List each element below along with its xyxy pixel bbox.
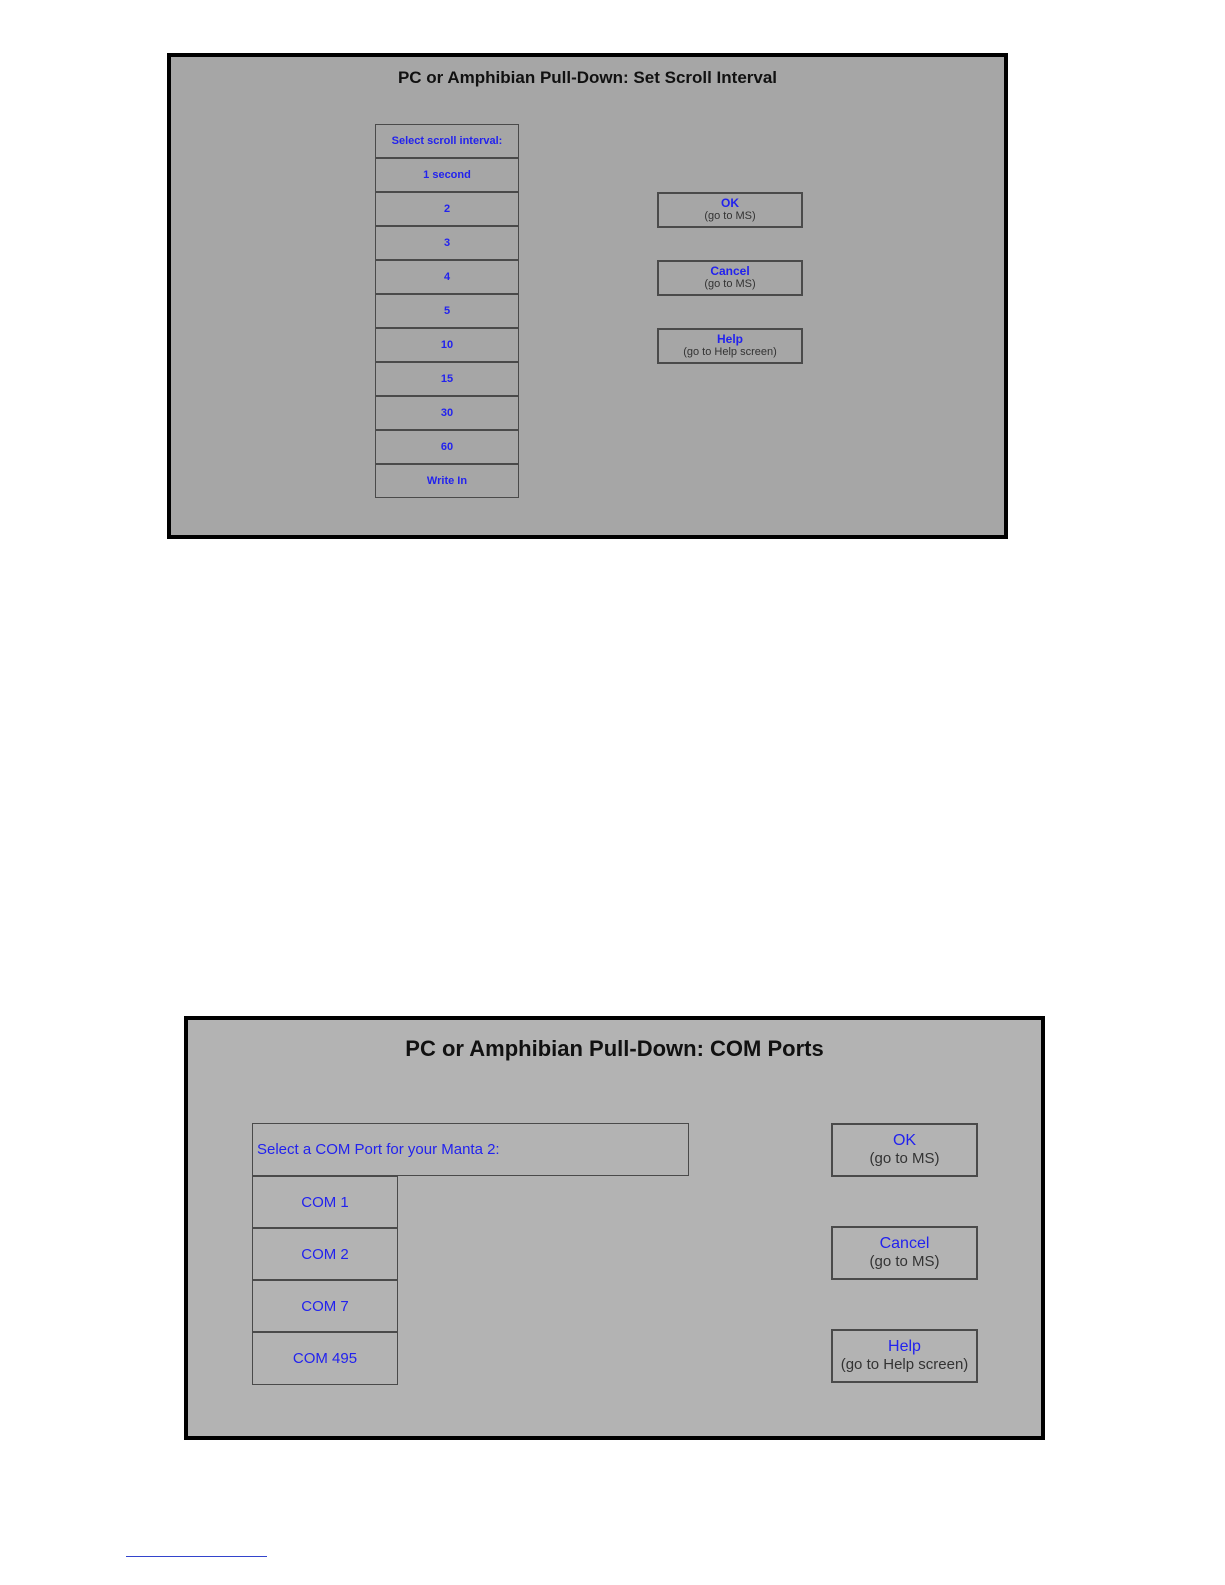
ok-button-sublabel: (go to MS) — [704, 209, 756, 222]
scroll-option-60[interactable]: 60 — [375, 430, 519, 464]
com-port-option-com-2[interactable]: COM 2 — [252, 1228, 398, 1280]
com-ports-dialog — [184, 1016, 1045, 1440]
scroll-option-4[interactable]: 4 — [375, 260, 519, 294]
scroll-option-15[interactable]: 15 — [375, 362, 519, 396]
cancel-button-label: Cancel — [879, 1234, 930, 1252]
help-button[interactable] — [657, 328, 803, 364]
scroll-option-30[interactable]: 30 — [375, 396, 519, 430]
ok-button-label: OK — [892, 1131, 917, 1149]
cancel-button[interactable] — [657, 260, 803, 296]
help-button-label: Help — [716, 332, 743, 347]
ok-button[interactable] — [657, 192, 803, 228]
footnote-separator — [126, 1556, 267, 1557]
ok-button-label: OK — [721, 196, 739, 211]
scroll-option-2[interactable]: 2 — [375, 192, 519, 226]
scroll-option-1-second[interactable]: 1 second — [375, 158, 519, 192]
scroll-option-10[interactable]: 10 — [375, 328, 519, 362]
com-port-list-header: Select a COM Port for your Manta 2: — [252, 1123, 689, 1176]
cancel-button[interactable] — [831, 1226, 978, 1280]
scroll-option-5[interactable]: 5 — [375, 294, 519, 328]
help-button-sublabel: (go to Help screen) — [840, 1355, 969, 1373]
help-button-sublabel: (go to Help screen) — [683, 345, 777, 358]
scroll-option-3[interactable]: 3 — [375, 226, 519, 260]
ok-button[interactable] — [831, 1123, 978, 1177]
help-button[interactable] — [831, 1329, 978, 1383]
ok-button-sublabel: (go to MS) — [869, 1149, 940, 1167]
help-button-label: Help — [888, 1337, 921, 1355]
scroll-interval-dialog — [167, 53, 1008, 539]
cancel-button-label: Cancel — [710, 264, 750, 279]
dialog-title: PC or Amphibian Pull-Down: COM Ports — [405, 1036, 824, 1061]
scroll-option-write-in[interactable]: Write In — [375, 464, 519, 498]
scroll-interval-list-header: Select scroll interval: — [375, 124, 519, 158]
com-port-option-com-495[interactable]: COM 495 — [252, 1332, 398, 1385]
com-port-option-com-1[interactable]: COM 1 — [252, 1176, 398, 1228]
com-port-option-com-7[interactable]: COM 7 — [252, 1280, 398, 1332]
cancel-button-sublabel: (go to MS) — [704, 277, 756, 290]
dialog-title: PC or Amphibian Pull-Down: Set Scroll Interval — [397, 68, 778, 87]
cancel-button-sublabel: (go to MS) — [869, 1252, 940, 1270]
